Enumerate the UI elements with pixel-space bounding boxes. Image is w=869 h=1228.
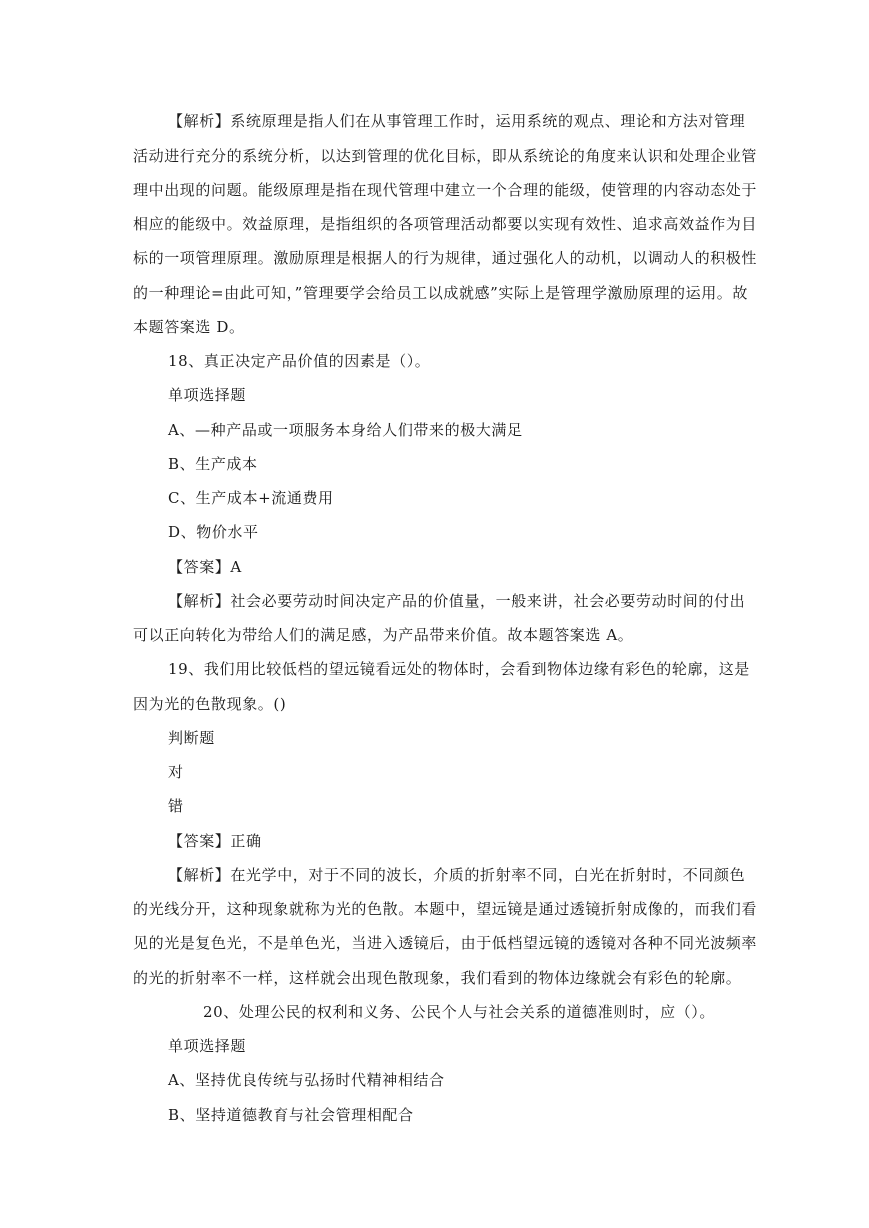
option-a: A、坚持优良传统与弘扬时代精神相结合 xyxy=(168,1071,445,1089)
answer: 【答案】正确 xyxy=(168,832,262,850)
question-type: 单项选择题 xyxy=(168,1037,247,1055)
paragraph-line: 本题答案选 D。 xyxy=(133,318,245,336)
explanation-line: 见的光是复色光，不是单色光，当进入透镜后，由于低档望远镜的透镜对各种不同光波频率 xyxy=(133,934,758,952)
question-18: 18、真正决定产品价值的因素是（）。 xyxy=(168,352,431,370)
answer: 【答案】A xyxy=(168,558,242,576)
option-a: A、—种产品或一项服务本身给人们带来的极大满足 xyxy=(168,421,523,439)
option-true: 对 xyxy=(168,763,184,781)
explanation-line: 的光线分开，这种现象就称为光的色散。本题中，望远镜是通过透镜折射成像的，而我们看 xyxy=(133,900,758,918)
question-19: 19、我们用比较低档的望远镜看远处的物体时，会看到物体边缘有彩色的轮廓，这是 xyxy=(168,660,750,678)
explanation-line: 的光的折射率不一样，这样就会出现色散现象，我们看到的物体边缘就会有彩色的轮廓。 xyxy=(133,969,742,987)
paragraph-line: 相应的能级中。效益原理，是指组织的各项管理活动都要以实现有效性、追求高效益作为目 xyxy=(133,215,758,233)
option-b: B、坚持道德教育与社会管理相配合 xyxy=(168,1106,414,1124)
explanation-line: 可以正向转化为带给人们的满足感，为产品带来价值。故本题答案选 A。 xyxy=(133,626,634,644)
paragraph-line: 标的一项管理原理。激励原理是根据人的行为规律，通过强化人的动机，以调动人的积极性 xyxy=(133,249,758,267)
paragraph-line: 的一种理论=由此可知，”管理要学会给员工以成就感”实际上是管理学激励原理的运用。故 xyxy=(133,284,749,302)
question-20: 20、处理公民的权利和义务、公民个人与社会关系的道德准则时，应（）。 xyxy=(203,1003,715,1021)
question-type: 判断题 xyxy=(168,729,215,747)
paragraph-line: 活动进行充分的系统分析，以达到管理的优化目标，即从系统论的角度来认识和处理企业管 xyxy=(133,147,758,165)
option-c: C、生产成本+流通费用 xyxy=(168,489,334,507)
paragraph-line: 【解析】系统原理是指人们在从事管理工作时，运用系统的观点、理论和方法对管理 xyxy=(168,112,746,130)
option-d: D、物价水平 xyxy=(168,523,259,541)
question-19-cont: 因为光的色散现象。() xyxy=(133,695,287,713)
option-false: 错 xyxy=(168,797,184,815)
explanation-line: 【解析】社会必要劳动时间决定产品的价值量，一般来讲，社会必要劳动时间的付出 xyxy=(168,592,746,610)
explanation-line: 【解析】在光学中，对于不同的波长，介质的折射率不同，白光在折射时，不同颜色 xyxy=(168,866,746,884)
paragraph-line: 理中出现的问题。能级原理是指在现代管理中建立一个合理的能级，使管理的内容动态处于 xyxy=(133,181,758,199)
option-b: B、生产成本 xyxy=(168,455,258,473)
question-type: 单项选择题 xyxy=(168,386,247,404)
